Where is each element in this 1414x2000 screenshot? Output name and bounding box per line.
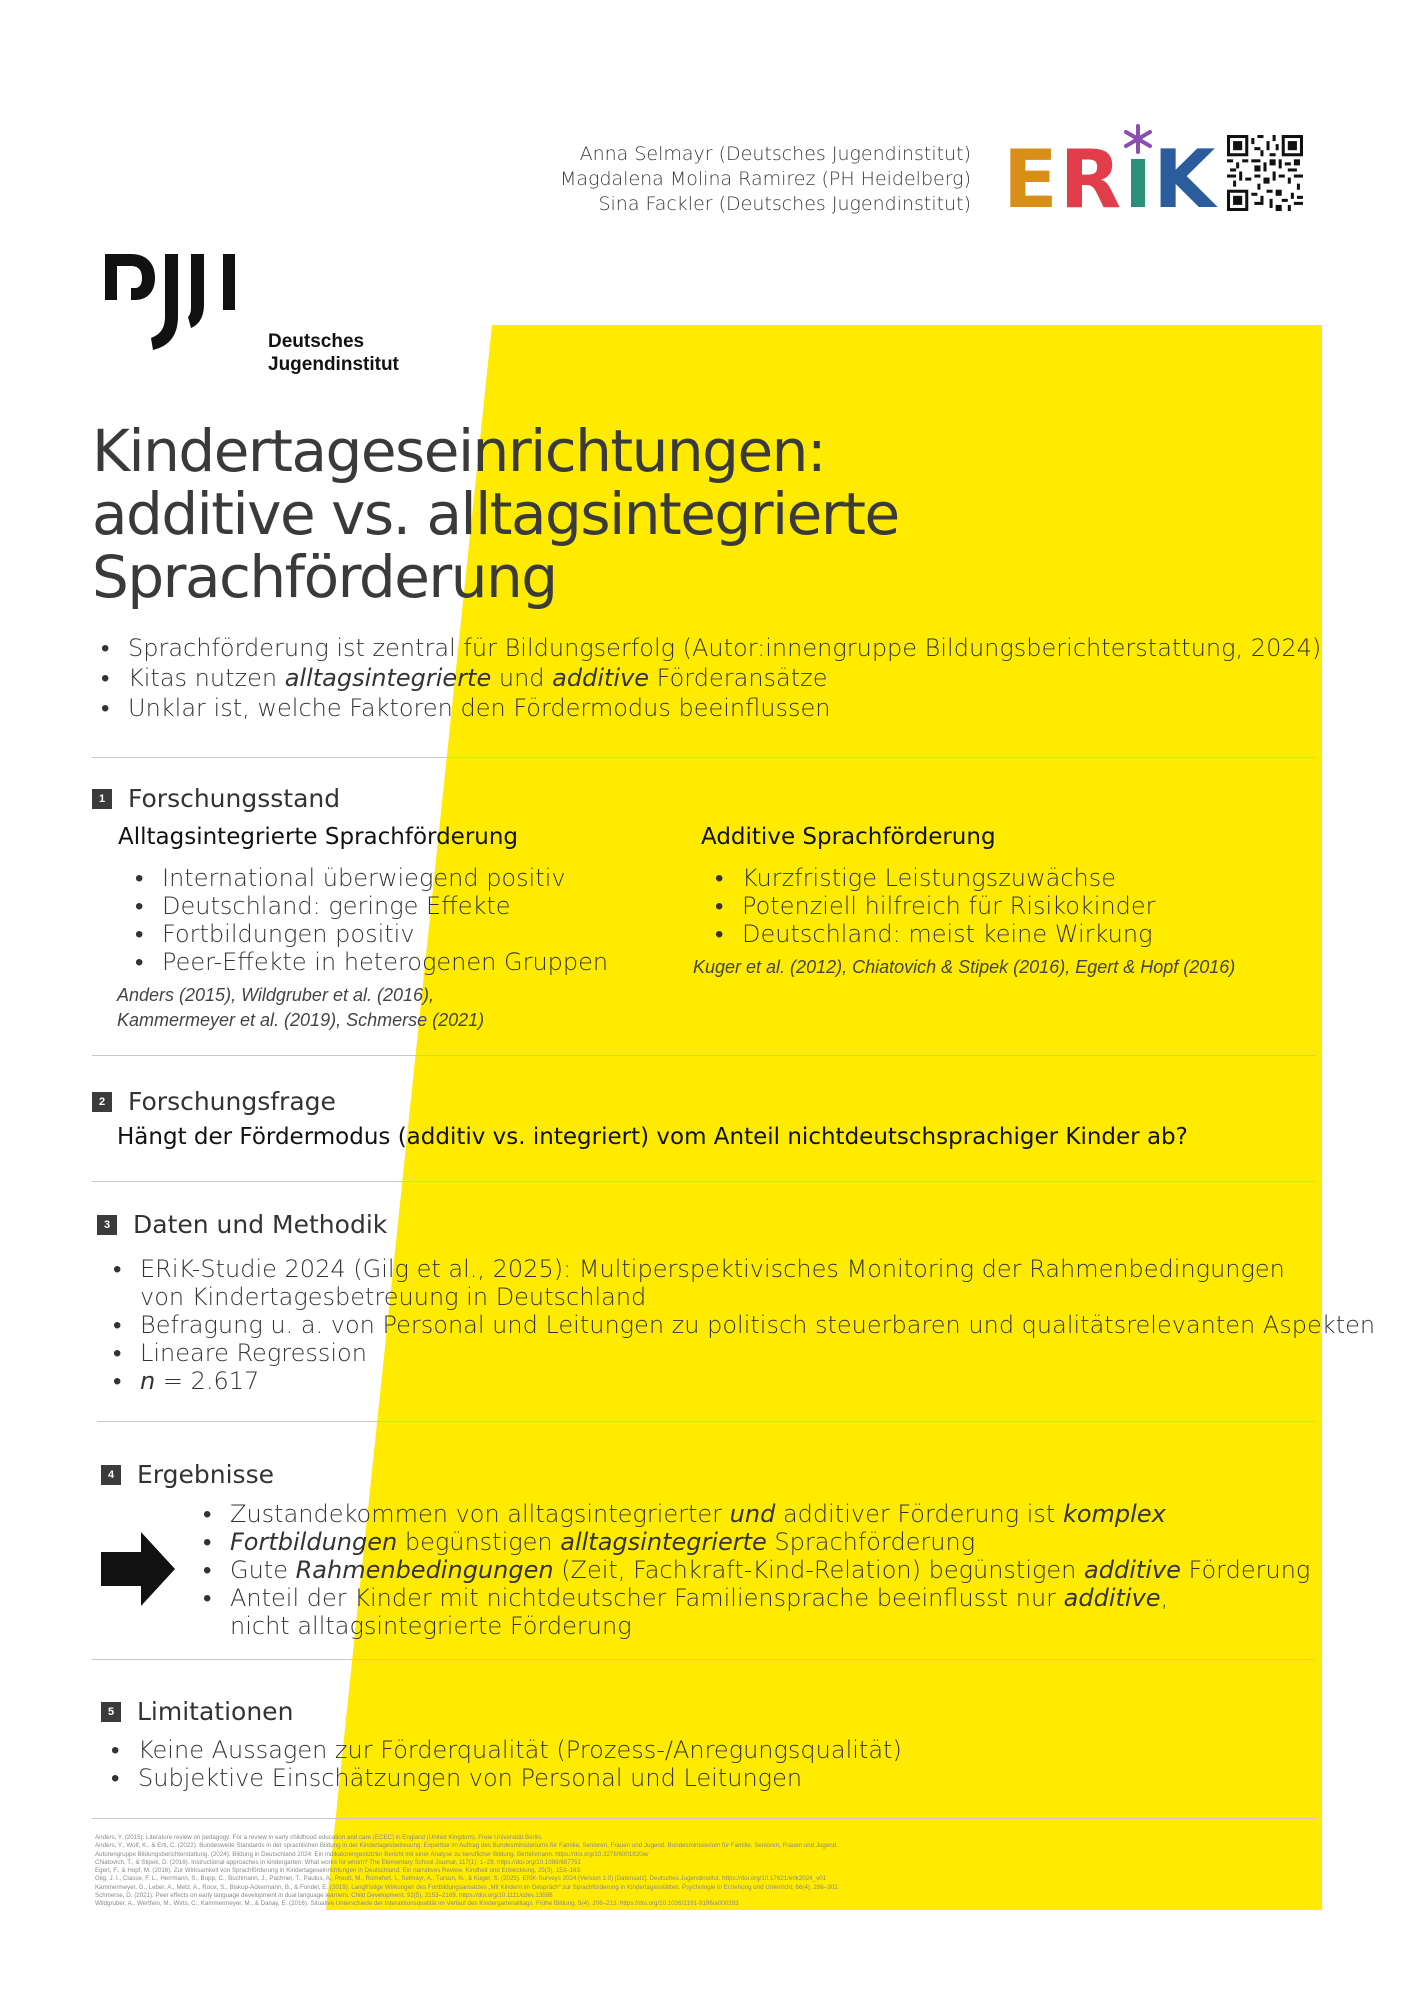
divider — [92, 1818, 1316, 1819]
reference-entry: Gilg, J. I., Classe, F. L., Herrmann, S., Bopp, C., Buchmann, J., Pachner, T., Paulus, A., Preuß, M., Romefort, I., Selmayr, A., Tursun, N., & Kuger, S. (2025). ERiK-Surveys 2024 (Version 1.0) [Datensatz]. Deutsches Jugendinstitut. https://doi.org/10.17621/erik2024_v01 — [95, 1875, 827, 1883]
list-item: • Gute Rahmenbedingungen (Zeit, Fachkraft-Kind-Relation) begünstigen additive Förderung — [199, 1556, 1219, 1584]
list-item: • ERiK-Studie 2024 (Gilg et al., 2025): Multiperspektivisches Monitoring der Rahmenbedingungen von Kindertagesbetreuung in Deutschland — [109, 1255, 1319, 1311]
intro-item: • Unklar ist, welche Faktoren den Fördermodus beeinflussen — [97, 693, 1321, 723]
title-line-3: Sprachförderung — [92, 543, 557, 611]
erik-letter-e: E — [1003, 133, 1060, 226]
divider — [97, 1421, 1316, 1422]
erik-letter-i — [1123, 128, 1153, 220]
reference-entry: Chiatovich, T., & Stipek, D. (2016). Instructional approaches in kindergarten: What works for whom? The Elementary School Journal, 117(1), 1–29. https://doi.org/10.1086/687751 — [95, 1858, 581, 1866]
list-item: • Anteil der Kinder mit nichtdeutscher Familiensprache beeinflusst nur additive, nicht alltagsintegrierte Förderung — [199, 1584, 1190, 1640]
section-number-badge: 3 — [97, 1215, 117, 1235]
author-3: Sina Fackler (Deutsches Jugendinstitut) — [598, 193, 971, 215]
author-list — [560, 142, 971, 217]
erik-logo — [1003, 128, 1218, 226]
research-question: Hängt der Fördermodus (additiv vs. integriert) vom Anteil nichtdeutschsprachiger Kinder ab? — [117, 1124, 1188, 1150]
section-title: Ergebnisse — [137, 1460, 274, 1489]
dji-logo-mark — [105, 254, 245, 350]
reference-entry: Kammermeyer, G., Leber, A., Metz, A., Roux, S., Biskup-Ackermann, B., & Fondel, E. (2019). Langfristige Wirkungen des Fortbildungsansatzes „Mit Kindern im Gespräch“ zur Sprachförderung in Kindertagesstätten. Psychologie in Erziehung und Unterricht, 66(4), 286–302. — [95, 1883, 840, 1891]
intro-item: • Sprachförderung ist zentral für Bildungserfolg (Autor:innengruppe Bildungsberichterstattung, 2024) — [97, 633, 1321, 663]
section-4-header — [101, 1460, 274, 1489]
divider — [92, 1181, 1316, 1182]
list-item: • Kurzfristige Leistungszuwächse — [711, 864, 1156, 892]
list-item: • Zustandekommen von alltagsintegrierter und additiver Förderung ist komplex — [199, 1500, 1219, 1528]
reference-entry: Egert, F., & Hopf, M. (2016). Zur Wirksamkeit von Sprachförderung in Kindertageseinrichtungen in Deutschland: Ein narratives Review. Kindheit und Entwicklung, 25(3), 153–163. — [95, 1867, 582, 1875]
title-line-2: additive vs. alltagsintegrierte — [92, 480, 899, 548]
reference-entry: Schmerse, D. (2021). Peer effects on early language development in dual language learners. Child Development, 92(5), 2153–2169. https://doi.org/10.1111/cdev.13588 — [95, 1892, 553, 1900]
intro-list — [97, 633, 1321, 723]
dji-name-line-2: Jugendinstitut — [268, 354, 399, 375]
results-list — [199, 1500, 1311, 1640]
list-item: • Deutschland: geringe Effekte — [131, 892, 608, 920]
divider — [92, 757, 1316, 758]
section-number-badge: 2 — [92, 1092, 112, 1112]
section-title: Limitationen — [137, 1697, 294, 1726]
poster-title — [92, 417, 899, 611]
section-title: Daten und Methodik — [133, 1210, 388, 1239]
author-1: Anna Selmayr (Deutsches Jugendinstitut) — [579, 143, 971, 165]
list-item: • Subjektive Einschätzungen von Personal und Leitungen — [107, 1764, 902, 1792]
list-item: • n = 2.617 — [109, 1367, 1319, 1395]
reference-entry: Anders, Y. (2015). Literature review on pedagogy: For a review in early childhood education and care (ECEC) in England (United Kingdom). Freie Universität Berlin. — [95, 1834, 543, 1841]
intro-item: • Kitas nutzen alltagsintegrierte und additive Förderansätze — [97, 663, 1321, 693]
column-title-additive: Additive Sprachförderung — [701, 824, 996, 850]
divider — [92, 1055, 1316, 1056]
erik-star-icon — [1123, 124, 1153, 154]
list-item: • Potenziell hilfreich für Risikokinder — [711, 892, 1156, 920]
list-item: • International überwiegend positiv — [131, 864, 608, 892]
section-title: Forschungsstand — [128, 784, 341, 813]
section-5-header — [101, 1697, 293, 1726]
title-line-1: Kindertageseinrichtungen: — [92, 417, 825, 485]
erik-letter-r: R — [1059, 133, 1124, 226]
divider — [92, 1659, 1316, 1660]
section-2-header — [92, 1087, 336, 1116]
citation-integrated: Anders (2015), Wildgruber et al. (2016), Kammermeyer et al. (2019), Schmerse (2021) — [117, 985, 485, 1030]
dji-name-line-1: Deutsches — [268, 331, 365, 352]
integrated-findings-list — [131, 864, 608, 976]
dji-institute-name — [268, 330, 399, 376]
qr-code[interactable] — [1227, 135, 1303, 211]
list-item: • Peer-Effekte in heterogenen Gruppen — [131, 948, 608, 976]
erik-letter-k: K — [1153, 133, 1218, 226]
author-2: Magdalena Molina Ramirez (PH Heidelberg) — [560, 168, 971, 190]
section-3-header — [97, 1210, 387, 1239]
list-item: • Fortbildungen begünstigen alltagsintegrierte Sprachförderung — [199, 1528, 1219, 1556]
limitations-list — [107, 1736, 902, 1792]
section-1-header — [92, 784, 340, 813]
reference-entry: Wildgruber, A., Wertfein, M., Wirts, C., Kammermeyer, M., & Danay, E. (2016). Situative Unterschiede der Interaktionsqualität im Verlauf des Kindergartenalltags. Frühe Bildung, 5(4), 206–213. https://doi.org/10.1026/2191-9186/a000283 — [95, 1900, 739, 1908]
reference-entry: Autorengruppe Bildungsberichterstattung. (2024). Bildung in Deutschland 2024: Ein indikatorengestützter Bericht mit einer Analyse zu beruflicher Bildung. Bertelsmann. https://doi.org/10.3278/6001820iw — [95, 1850, 649, 1858]
right-arrow-icon — [101, 1532, 175, 1606]
list-item: • Deutschland: meist keine Wirkung — [711, 920, 1156, 948]
reference-entry: Anders, Y., Wolf, K., & Ertl, C. (2022). Bundesweite Standards in der sprachlichen Bildung in der Kindertagesbetreuung: Expertise im Auftrag des Bundesministeriums für Familie, Senioren, Frauen und Jugend. Bundesministerium für Familie, Senioren, Frauen und Jugend. — [95, 1842, 838, 1850]
list-item: • Fortbildungen positiv — [131, 920, 608, 948]
additive-findings-list — [711, 864, 1156, 948]
section-number-badge: 5 — [101, 1702, 121, 1722]
section-number-badge: 4 — [101, 1465, 121, 1485]
section-number-badge: 1 — [92, 789, 112, 809]
references — [95, 1834, 1310, 1909]
methods-list — [109, 1255, 1376, 1395]
list-item: • Lineare Regression — [109, 1339, 1319, 1367]
list-item: • Befragung u. a. von Personal und Leitungen zu politisch steuerbaren und qualitätsrelevanten Aspekten — [109, 1311, 1319, 1339]
list-item: • Keine Aussagen zur Förderqualität (Prozess-/Anregungsqualität) — [107, 1736, 902, 1764]
citation-additive: Kuger et al. (2012), Chiatovich & Stipek (2016), Egert & Hopf (2016) — [693, 957, 1236, 977]
section-title: Forschungsfrage — [128, 1087, 336, 1116]
column-title-integrated: Alltagsintegrierte Sprachförderung — [118, 824, 519, 850]
